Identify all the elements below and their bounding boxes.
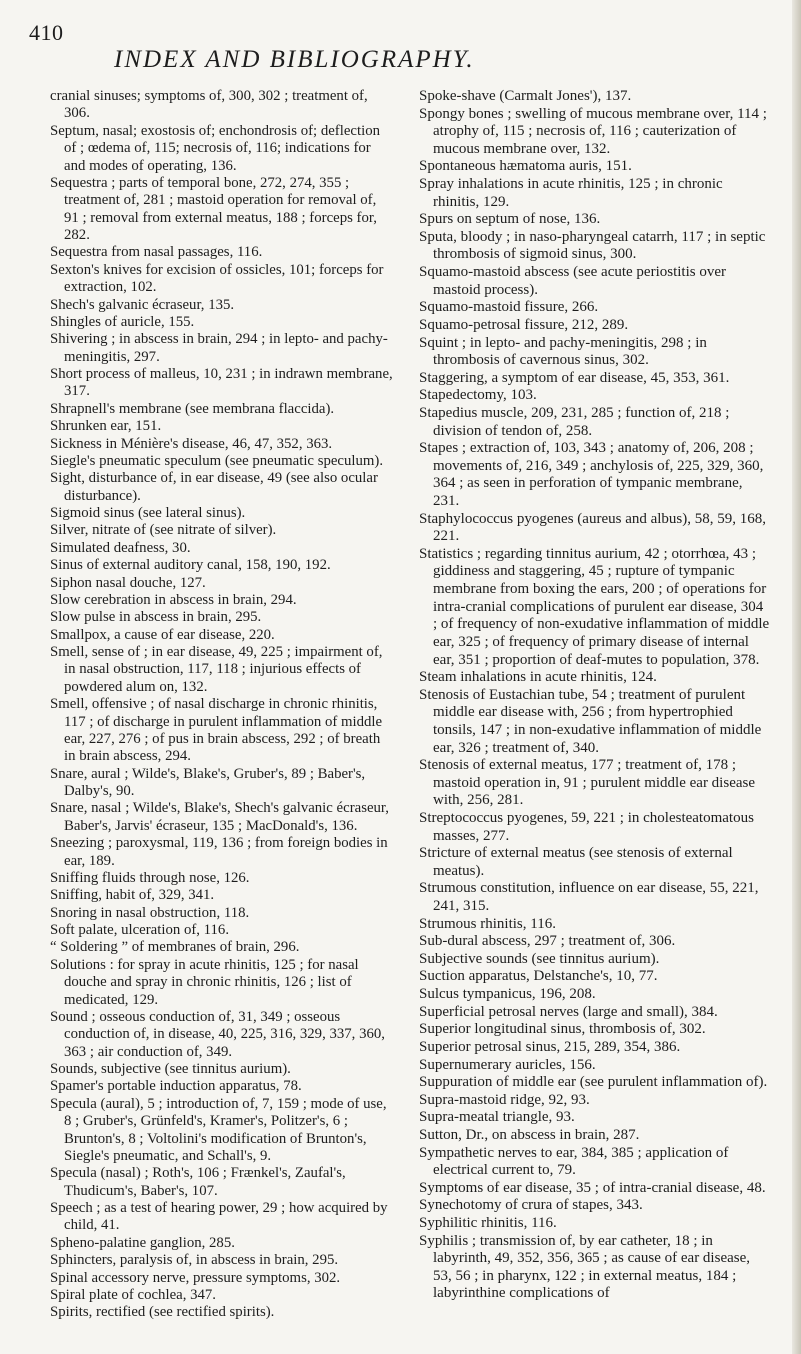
- index-entry: Spontaneous hæmatoma auris, 151.: [419, 158, 632, 175]
- index-entry: Sexton's knives for excision of ossicles, 101; forceps for extraction, 102.: [50, 261, 384, 296]
- index-entry: Statistics ; regarding tinnitus aurium, 42 ; otorrhœa, 43 ; giddiness and staggering, 45 ; rupture of tympanic membrane from boxing the ears, 200 ; of operations for intra-cranial complications of purulent ear disease, 304 ; of frequency of non-exudative inflammation of middle ear, 325 ; of frequency of primary disease of internal ear, 351 ; proportion of deaf-mutes to population, 378.: [419, 545, 770, 668]
- index-entry: Snoring in nasal obstruction, 118.: [50, 904, 250, 921]
- index-entry: Shrunken ear, 151.: [50, 418, 162, 435]
- index-entry: Streptococcus pyogenes, 59, 221 ; in cholesteatomatous masses, 277.: [419, 809, 754, 844]
- index-entry: Slow cerebration in abscess in brain, 294.: [50, 591, 297, 608]
- index-entry: Squamo-mastoid fissure, 266.: [419, 299, 599, 316]
- index-entry: Stenosis of external meatus, 177 ; treatment of, 178 ; mastoid operation in, 91 ; purulent middle ear disease with, 256, 281.: [419, 757, 756, 809]
- index-entry: Synechotomy of crura of stapes, 343.: [419, 1197, 643, 1214]
- index-entry: Superior petrosal sinus, 215, 289, 354, 386.: [419, 1038, 681, 1055]
- index-column-right: [419, 88, 771, 1303]
- index-entry: Sickness in Ménière's disease, 46, 47, 352, 363.: [50, 435, 333, 452]
- index-entry: Supernumerary auricles, 156.: [419, 1056, 596, 1073]
- index-entry: Siphon nasal douche, 127.: [50, 574, 206, 591]
- index-entry: Sound ; osseous conduction of, 31, 349 ; osseous conduction of, in disease, 40, 225, 316, 329, 337, 360, 363 ; air conduction of, 349.: [50, 1008, 385, 1060]
- index-entry: Spamer's portable induction apparatus, 78.: [50, 1078, 302, 1095]
- index-entry: Snare, nasal ; Wilde's, Blake's, Shech's galvanic écraseur, Baber's, Jarvis' écraseur, 135 ; MacDonald's, 136.: [50, 800, 389, 834]
- index-entry: Shrapnell's membrane (see membrana flaccida).: [50, 400, 335, 417]
- index-entry: Subjective sounds (see tinnitus aurium).: [419, 950, 660, 967]
- index-entry: Syphilis ; transmission of, by ear catheter, 18 ; in labyrinth, 49, 352, 356, 365 ; as cause of ear disease, 53, 56 ; in pharynx, 122 ; in external meatus, 184 ; labyrinthine complications of: [419, 1232, 750, 1302]
- index-entry: Stapedectomy, 103.: [419, 387, 537, 404]
- index-entry: Soft palate, ulceration of, 116.: [50, 922, 230, 938]
- index-entry: Specula (nasal) ; Roth's, 106 ; Frænkel's, Zaufal's, Thudicum's, Baber's, 107.: [50, 1165, 346, 1199]
- index-entry: Superior longitudinal sinus, thrombosis of, 302.: [419, 1021, 706, 1038]
- index-entry: Spheno-palatine ganglion, 285.: [50, 1234, 235, 1251]
- index-entry: Spongy bones ; swelling of mucous membrane over, 114 ; atrophy of, 115 ; necrosis of, 116 ; cauterization of mucous membrane over, 132.: [419, 105, 767, 157]
- index-entry: Spiral plate of cochlea, 347.: [50, 1286, 216, 1303]
- page-number: 410: [29, 20, 64, 45]
- index-entry: Stapes ; extraction of, 103, 343 ; anatomy of, 206, 208 ; movements of, 216, 349 ; anchylosis of, 225, 329, 360, 364 ; as seen in perforation of tympanic membrane, 231.: [419, 440, 764, 510]
- index-entry: Sequestra ; parts of temporal bone, 272, 274, 355 ; treatment of, 281 ; mastoid operation for removal of, 91 ; removal from external meatus, 188 ; forceps for, 282.: [50, 174, 377, 243]
- index-entry: Staphylococcus pyogenes (aureus and albus), 58, 59, 168, 221.: [419, 510, 767, 545]
- index-entry: Speech ; as a test of hearing power, 29 ; how acquired by child, 41.: [50, 1200, 388, 1234]
- index-entry: Squamo-mastoid abscess (see acute periostitis over mastoid process).: [419, 264, 727, 298]
- index-entry: Spinal accessory nerve, pressure symptoms, 302.: [50, 1269, 341, 1286]
- index-entry: Sniffing fluids through nose, 126.: [50, 869, 250, 886]
- index-column-left: [50, 88, 393, 1322]
- index-entry: Smell, sense of ; in ear disease, 49, 225 ; impairment of, in nasal obstruction, 117, 118 ; injurious effects of powdered alum on, 132.: [50, 644, 383, 695]
- index-entry: Sinus of external auditory canal, 158, 190, 192.: [50, 557, 331, 574]
- index-entry: Sub-dural abscess, 297 ; treatment of, 306.: [419, 933, 676, 950]
- index-entry: Strumous constitution, influence on ear disease, 55, 221, 241, 315.: [419, 880, 759, 915]
- index-entry: Stricture of external meatus (see stenosis of external meatus).: [419, 845, 733, 879]
- index-entry: Sigmoid sinus (see lateral sinus).: [50, 505, 246, 521]
- index-entry: Sight, disturbance of, in ear disease, 49 (see also ocular disturbance).: [50, 470, 378, 504]
- running-head: INDEX AND BIBLIOGRAPHY.: [114, 46, 475, 73]
- index-entry: Slow pulse in abscess in brain, 295.: [50, 609, 262, 626]
- index-entry: Syphilitic rhinitis, 116.: [419, 1215, 557, 1231]
- index-entry: Simulated deafness, 30.: [50, 539, 191, 556]
- page-edge-shadow: [792, 0, 801, 1354]
- index-entry: Squamo-petrosal fissure, 212, 289.: [419, 316, 629, 333]
- index-entry: Sniffing, habit of, 329, 341.: [50, 887, 215, 904]
- index-entry: Superficial petrosal nerves (large and small), 384.: [419, 1003, 718, 1020]
- index-entry: Shivering ; in abscess in brain, 294 ; in lepto- and pachy-meningitis, 297.: [50, 331, 388, 365]
- index-entry: Silver, nitrate of (see nitrate of silver).: [50, 522, 277, 539]
- index-entry: Specula (aural), 5 ; introduction of, 7, 159 ; mode of use, 8 ; Gruber's, Grünfeld's, Kramer's, Politzer's, 6 ; Brunton's, 8 ; Voltolini's modification of Brunton's, Siegle's pneumatic, and Schall's, 9.: [50, 1095, 387, 1164]
- index-entry: Sneezing ; paroxysmal, 119, 136 ; from foreign bodies in ear, 189.: [50, 835, 388, 869]
- index-entry: Short process of malleus, 10, 231 ; in indrawn membrane, 317.: [50, 366, 393, 400]
- index-entry: Snare, aural ; Wilde's, Blake's, Gruber's, 89 ; Baber's, Dalby's, 90.: [50, 765, 366, 799]
- index-entry: Symptoms of ear disease, 35 ; of intra-cranial disease, 48.: [419, 1179, 766, 1196]
- index-entry: Solutions : for spray in acute rhinitis, 125 ; for nasal douche and spray in chronic rhinitis, 126 ; list of medicated, 129.: [50, 956, 359, 1008]
- index-entry: Smallpox, a cause of ear disease, 220.: [50, 626, 275, 643]
- index-entry: Shech's galvanic écraseur, 135.: [50, 296, 235, 313]
- index-entry: Stenosis of Eustachian tube, 54 ; treatment of purulent middle ear disease with, 256 ; from hypertrophied tonsils, 147 ; in non-exudative inflammation of middle ear, 326 ; treatment of, 340.: [419, 686, 762, 756]
- index-entry: Sulcus tympanicus, 196, 208.: [419, 986, 596, 1003]
- index-entry: Spurs on septum of nose, 136.: [419, 211, 601, 228]
- index-entry: Stapedius muscle, 209, 231, 285 ; function of, 218 ; division of tendon of, 258.: [419, 404, 730, 439]
- index-entry: Sphincters, paralysis of, in abscess in brain, 295.: [50, 1252, 339, 1269]
- index-entry: Sympathetic nerves to ear, 384, 385 ; application of electrical current to, 79.: [419, 1144, 729, 1179]
- index-entry: cranial sinuses; symptoms of, 300, 302 ; treatment of, 306.: [50, 88, 368, 122]
- index-entry: Supra-mastoid ridge, 92, 93.: [419, 1091, 590, 1108]
- index-entry: Spoke-shave (Carmalt Jones'), 137.: [419, 88, 632, 104]
- index-entry: Smell, offensive ; of nasal discharge in chronic rhinitis, 117 ; of discharge in purulent inflammation of middle ear, 227, 276 ; of pus in brain abscess, 292 ; of breath in brain abscess, 294.: [50, 696, 383, 765]
- index-entry: Sutton, Dr., on abscess in brain, 287.: [419, 1126, 640, 1143]
- index-entry: Supra-meatal triangle, 93.: [419, 1109, 575, 1126]
- index-entry: Siegle's pneumatic speculum (see pneumatic speculum).: [50, 452, 384, 469]
- index-entry: Steam inhalations in acute rhinitis, 124.: [419, 669, 657, 686]
- index-entry: Suction apparatus, Delstanche's, 10, 77.: [419, 968, 658, 985]
- index-entry: Squint ; in lepto- and pachy-meningitis, 298 ; in thrombosis of cavernous sinus, 302.: [419, 334, 707, 369]
- index-entry: Sequestra from nasal passages, 116.: [50, 244, 263, 261]
- index-entry: Staggering, a symptom of ear disease, 45, 353, 361.: [419, 369, 730, 386]
- index-entry: Strumous rhinitis, 116.: [419, 915, 556, 932]
- index-entry: Suppuration of middle ear (see purulent inflammation of).: [419, 1074, 768, 1091]
- index-entry: Spray inhalations in acute rhinitis, 125 ; in chronic rhinitis, 129.: [419, 176, 723, 210]
- index-entry: Septum, nasal; exostosis of; enchondrosis of; deflection of ; œdema of, 115; necrosis of, 116; indications for and modes of operating, 136.: [50, 122, 380, 174]
- index-entry: Shingles of auricle, 155.: [50, 313, 195, 330]
- index-entry: “ Soldering ” of membranes of brain, 296.: [50, 939, 300, 956]
- index-entry: Sputa, bloody ; in naso-pharyngeal catarrh, 117 ; in septic thrombosis of sigmoid sinus, 300.: [419, 228, 766, 263]
- index-entry: Sounds, subjective (see tinnitus aurium).: [50, 1061, 291, 1077]
- index-entry: Spirits, rectified (see rectified spirits).: [50, 1304, 275, 1321]
